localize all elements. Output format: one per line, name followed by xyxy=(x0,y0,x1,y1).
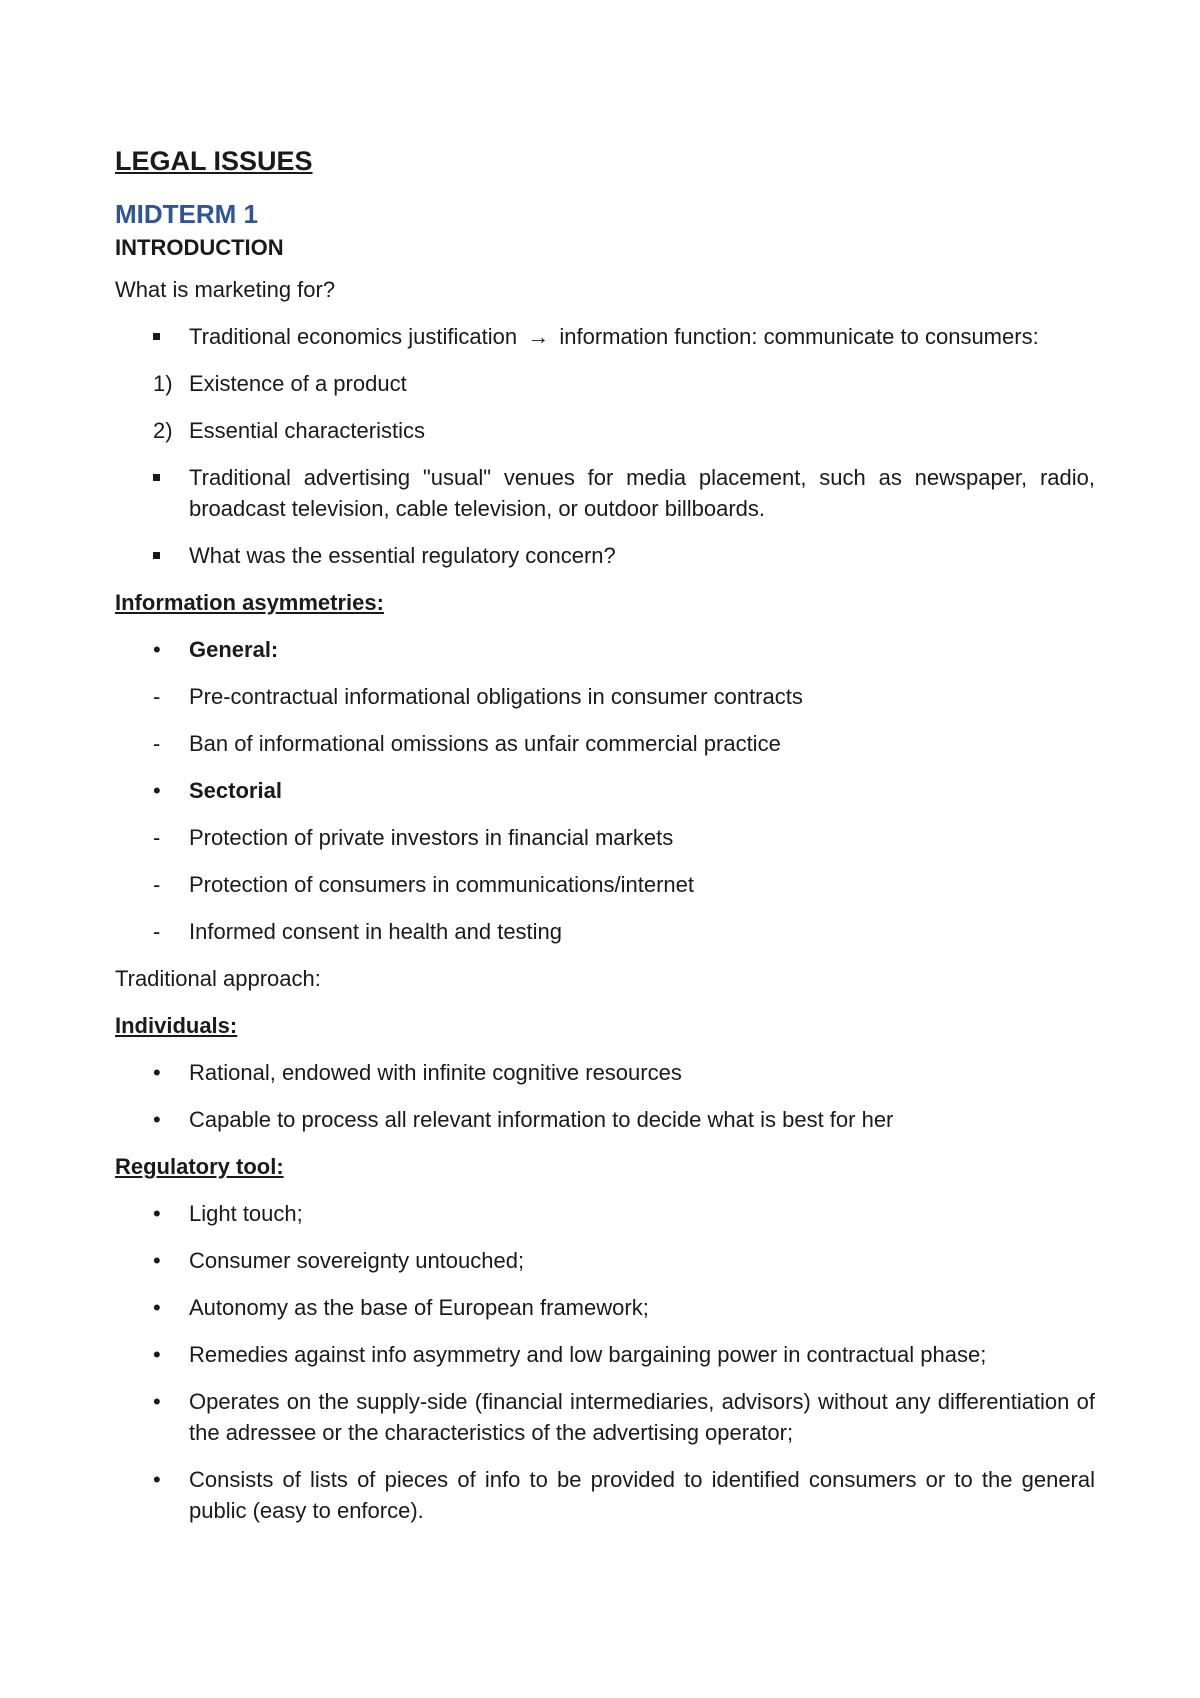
bullet-icon: • xyxy=(153,1060,161,1085)
individuals-heading: Individuals: xyxy=(115,1013,238,1038)
bullet-icon: • xyxy=(153,1295,161,1320)
list-item-text: Consists of lists of pieces of info to be provided to identified consumers or to the general public (easy to enforce). xyxy=(189,1467,1095,1523)
list-item-text: Consumer sovereignty untouched; xyxy=(189,1248,525,1273)
bullet-icon: • xyxy=(153,1389,161,1414)
dash-icon: - xyxy=(153,919,161,944)
list-item xyxy=(115,1245,1095,1276)
list-item-text: Light touch; xyxy=(189,1201,303,1226)
list-item-text: Capable to process all relevant information to decide what is best for her xyxy=(189,1107,894,1132)
list-item xyxy=(115,368,1095,399)
introduction-heading: INTRODUCTION xyxy=(115,235,284,260)
list-item-text: Sectorial xyxy=(189,778,282,803)
regulatory-tool-heading: Regulatory tool: xyxy=(115,1154,284,1179)
list-item-text: Traditional advertising "usual" venues for media placement, such as newspaper, radio, broadcast television, cable television, or outdoor billboards. xyxy=(189,465,1095,521)
square-bullet-icon xyxy=(115,321,189,352)
list-item-text: Autonomy as the base of European framework; xyxy=(189,1295,649,1320)
list-item xyxy=(115,1292,1095,1323)
list-item-text: What was the essential regulatory concern? xyxy=(189,543,616,568)
dash-icon: - xyxy=(153,731,161,756)
square-bullet-icon xyxy=(115,540,189,571)
list-item xyxy=(115,634,1095,665)
midterm-heading: MIDTERM 1 xyxy=(115,199,258,229)
bullet-icon: • xyxy=(153,1107,161,1132)
list-item-text: Protection of consumers in communications/internet xyxy=(189,872,695,897)
list-item-text: Ban of informational omissions as unfair commercial practice xyxy=(189,731,781,756)
list-item-text: Informed consent in health and testing xyxy=(189,919,563,944)
list-number: 1) xyxy=(153,371,173,396)
list-item xyxy=(115,1386,1095,1448)
list-item xyxy=(115,775,1095,806)
list-item xyxy=(115,728,1095,759)
document-body xyxy=(115,138,1095,1542)
list-item-text: Rational, endowed with infinite cognitive resources xyxy=(189,1060,682,1085)
list-item xyxy=(115,681,1095,712)
list-item xyxy=(115,321,1095,352)
list-item-text: Pre-contractual informational obligations in consumer contracts xyxy=(189,684,803,709)
list-item xyxy=(115,822,1095,853)
document-title: LEGAL ISSUES xyxy=(115,146,313,176)
list-item-text: Remedies against info asymmetry and low bargaining power in contractual phase; xyxy=(189,1342,987,1367)
list-item-text-part: Traditional economics justification xyxy=(189,324,518,349)
list-item xyxy=(115,916,1095,947)
list-item xyxy=(115,462,1095,524)
bullet-icon: • xyxy=(153,1342,161,1367)
marketing-question: What is marketing for? xyxy=(115,277,336,302)
list-item xyxy=(115,1198,1095,1229)
bullet-icon: • xyxy=(153,1201,161,1226)
bullet-icon: • xyxy=(153,1248,161,1273)
bullet-icon: • xyxy=(153,778,161,803)
square-bullet-icon xyxy=(115,462,189,524)
list-item xyxy=(115,1104,1095,1135)
list-item-text: Existence of a product xyxy=(189,371,407,396)
list-item xyxy=(115,415,1095,446)
list-number: 2) xyxy=(153,418,173,443)
list-item xyxy=(115,1339,1095,1370)
dash-icon: - xyxy=(153,825,161,850)
list-item xyxy=(115,1464,1095,1526)
traditional-approach-label: Traditional approach: xyxy=(115,966,321,991)
list-item-text: Protection of private investors in financial markets xyxy=(189,825,674,850)
dash-icon: - xyxy=(153,872,161,897)
bullet-icon: • xyxy=(153,637,161,662)
list-item xyxy=(115,540,1095,571)
bullet-icon: • xyxy=(153,1467,161,1492)
list-item-text: General: xyxy=(189,637,279,662)
list-item xyxy=(115,869,1095,900)
list-item-text: Essential characteristics xyxy=(189,418,425,443)
list-item-text-part: information function: communicate to consumers: xyxy=(559,324,1039,349)
list-item xyxy=(115,1057,1095,1088)
dash-icon: - xyxy=(153,684,161,709)
list-item-text: Operates on the supply-side (financial intermediaries, advisors) without any differentiation of the adressee or the characteristics of the advertising operator; xyxy=(189,1389,1095,1445)
info-asymmetries-heading: Information asymmetries: xyxy=(115,590,384,615)
right-arrow-icon: → xyxy=(527,324,550,349)
list-item-text xyxy=(189,321,1095,352)
